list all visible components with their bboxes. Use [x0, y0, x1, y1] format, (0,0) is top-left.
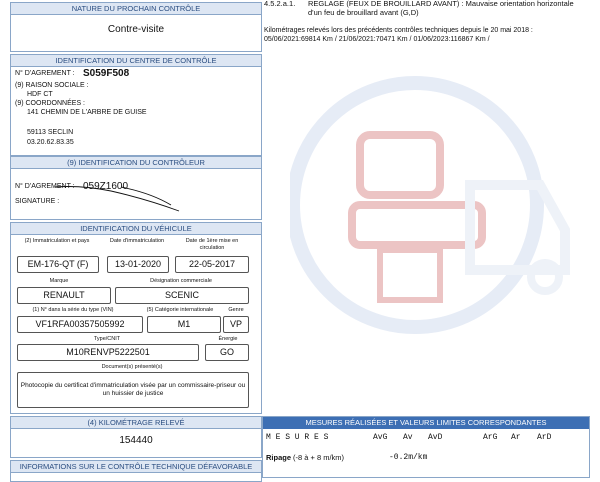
- controller-agrement-label: N° D'AGREMENT :: [15, 183, 75, 190]
- controller-box: [10, 156, 262, 220]
- mileage-value: 154440: [119, 435, 153, 446]
- col-avd: AvD: [428, 433, 443, 442]
- km-history-line1: Kilométrages relevés lors des précédents contrôles techniques depuis le 20 mai 2018 :: [264, 27, 533, 34]
- mileage-box: [10, 416, 262, 458]
- signature-mark: [51, 179, 191, 215]
- type-value: M10RENVP5222501: [17, 344, 199, 361]
- centre-address-line1: 141 CHEMIN DE L'ARBRE DE GUISE: [27, 109, 147, 116]
- date-immat-value: 13-01-2020: [107, 256, 169, 273]
- km-history-line2: 05/06/2021:69814 Km / 21/06/2021:70471 Km / 01/06/2023:116867 Km /: [264, 36, 490, 43]
- genre-label: Genre: [228, 307, 244, 313]
- docs-label: Document(s) présenté(s): [101, 364, 163, 370]
- docs-value-box: [17, 372, 249, 408]
- categorie-label: (5) Catégorie internationale: [146, 307, 214, 313]
- immat-label: (2) Immatriculation et pays: [24, 238, 90, 244]
- ripage-range: (-8 à + 8 m/km): [293, 453, 345, 462]
- centre-raison-label: (9) RAISON SOCIALE :: [15, 82, 89, 89]
- centre-header: IDENTIFICATION DU CENTRE DE CONTRÔLE: [11, 55, 261, 67]
- designation-label: Désignation commerciale: [150, 278, 212, 284]
- marque-value: RENAULT: [17, 287, 111, 304]
- next-control-header: NATURE DU PROCHAIN CONTRÔLE: [11, 3, 261, 15]
- mesures-box: [262, 416, 590, 478]
- next-control-value: Contre-visite: [107, 24, 165, 35]
- energie-value: GO: [205, 344, 249, 361]
- type-label: Type/CNIT: [93, 336, 121, 342]
- vehicle-box: [10, 222, 262, 414]
- ripage-label: Ripage: [266, 453, 292, 462]
- vin-label: (1) N° dans la série du type (VIN): [32, 307, 114, 313]
- defect-code: 4.5.2.a.1.: [264, 0, 296, 8]
- date-immat-label: Date d'immatriculation: [109, 238, 165, 244]
- defect-line2: d'un feu de brouillard avant (G,D): [308, 8, 419, 17]
- watermark-logo: [290, 55, 580, 345]
- ripage-value: -0.2m/km: [389, 453, 428, 462]
- col-av: Av: [403, 433, 413, 442]
- controller-header: (9) IDENTIFICATION DU CONTRÔLEUR: [11, 157, 261, 169]
- mesures-label: M E S U R E S: [266, 433, 329, 442]
- mileage-header: (4) KILOMÉTRAGE RELEVÉ: [11, 417, 261, 429]
- categorie-value: M1: [147, 316, 221, 333]
- defect-line1: REGLAGE (FEUX DE BROUILLARD AVANT) : Mauvaise orientation horizontale: [308, 0, 574, 8]
- centre-agrement-value: S059F508: [83, 68, 130, 79]
- designation-value: SCENIC: [115, 287, 249, 304]
- docs-value: Photocopie du certificat d'immatriculation visée par un commissaire-priseur ou un huissier de justice: [20, 382, 246, 397]
- marque-label: Marque: [49, 278, 69, 284]
- vin-value: VF1RFA00357505992: [17, 316, 143, 333]
- centre-phone: 03.20.62.83.35: [27, 139, 74, 146]
- centre-coord-label: (9) COORDONNÉES :: [15, 100, 86, 107]
- info-box: [10, 460, 262, 482]
- mesures-header: MESURES RÉALISÉES ET VALEURS LIMITES CORRESPONDANTES: [263, 417, 589, 429]
- col-ar: Ar: [511, 433, 521, 442]
- centre-address-line2: 59113 SECLIN: [27, 129, 74, 136]
- immat-value: EM-176-QT (F): [17, 256, 99, 273]
- genre-value: VP: [223, 316, 249, 333]
- col-avg: AvG: [373, 433, 388, 442]
- energie-label: Énergie: [218, 336, 238, 342]
- controller-agrement-value: 059Z1600: [83, 181, 129, 192]
- col-ard: ArD: [537, 433, 552, 442]
- col-arg: ArG: [483, 433, 498, 442]
- next-control-box: [10, 2, 262, 52]
- date-circ-value: 22-05-2017: [175, 256, 249, 273]
- centre-raison-value: HDF CT: [27, 91, 53, 98]
- signature-label: SIGNATURE :: [15, 198, 60, 205]
- info-header: INFORMATIONS SUR LE CONTRÔLE TECHNIQUE DÉFAVORABLE: [11, 461, 261, 473]
- centre-agrement-label: N° D'AGREMENT :: [15, 70, 75, 77]
- centre-box: [10, 54, 262, 156]
- date-circ-label: Date de 1ère mise en circulation: [185, 238, 239, 251]
- vehicle-header: IDENTIFICATION DU VÉHICULE: [11, 223, 261, 235]
